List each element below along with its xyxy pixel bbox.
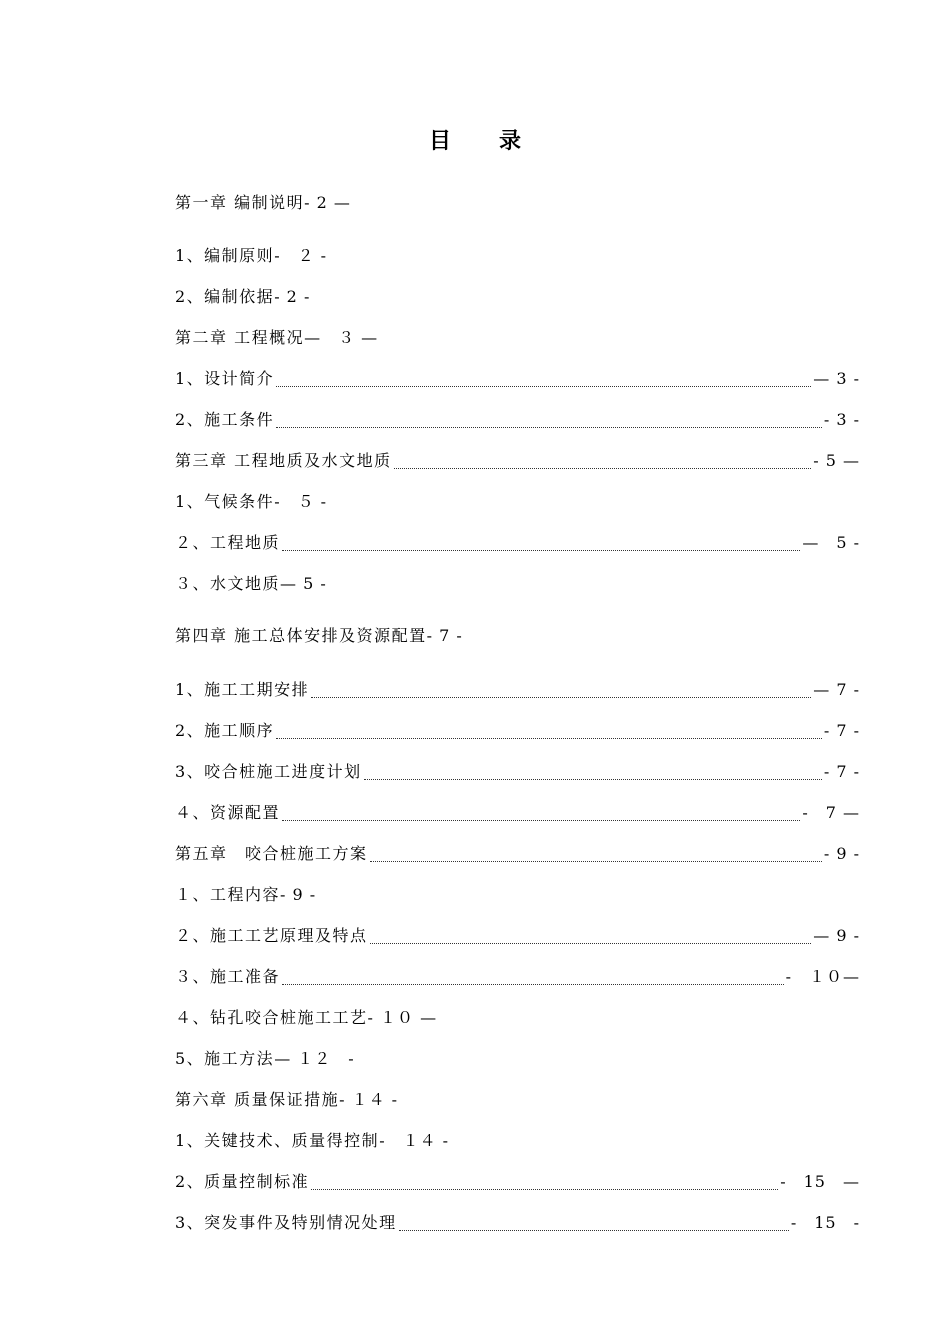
toc-entry-page: - 2 — [304, 193, 351, 212]
toc-entry-label: ３、施工准备 [175, 967, 281, 986]
toc-entry[interactable] [175, 759, 860, 785]
toc-entry-page: — 3 - [813, 369, 860, 388]
toc-entry-label: １、工程内容 [175, 885, 281, 904]
toc-entry-page: - 7 - [823, 721, 860, 740]
toc-entry-page: - 3 - [823, 410, 860, 429]
toc-entry[interactable] [175, 1128, 860, 1154]
toc-entry[interactable] [175, 448, 860, 474]
toc-entry-page: - 15 — [780, 1172, 860, 1191]
toc-entry-label: ４、资源配置 [175, 803, 281, 822]
toc-dot-leader [364, 761, 822, 780]
toc-dot-leader [311, 679, 811, 698]
toc-entry[interactable] [175, 366, 860, 392]
toc-entry-label: 2、施工顺序 [175, 721, 275, 740]
toc-dot-leader [282, 532, 800, 551]
title-char-left: 目 [428, 128, 451, 154]
toc-entry-page: - 7 - [823, 762, 860, 781]
toc-entry-label: 第三章 工程地质及水文地质 [175, 451, 392, 470]
toc-entry-page: - 7 - [426, 626, 463, 645]
toc-entry-page: - 5 — [813, 451, 860, 470]
toc-entry-page: — ３ — [304, 328, 379, 347]
toc-entry-label: 第四章 施工总体安排及资源配置 [175, 626, 427, 645]
toc-dot-leader [394, 450, 812, 469]
toc-entry-label: 1、设计简介 [175, 369, 275, 388]
toc-entry-label: 5、施工方法 [175, 1049, 275, 1068]
toc-entry[interactable] [175, 964, 860, 990]
toc-entry-page: - ５ - [274, 492, 328, 511]
toc-entry-label: 1、编制原则 [175, 246, 275, 265]
toc-entry[interactable] [175, 190, 860, 216]
toc-entry-label: 1、气候条件 [175, 492, 275, 511]
toc-dot-leader [311, 1171, 778, 1190]
toc-entry-page: - １０ — [367, 1008, 438, 1027]
toc-dot-leader [370, 925, 812, 944]
page-title [0, 124, 950, 155]
toc-dot-leader [282, 966, 784, 985]
toc-entry-page: - 9 - [823, 844, 860, 863]
toc-entry-label: 3、咬合桩施工进度计划 [175, 762, 362, 781]
toc-entry[interactable] [175, 325, 860, 351]
toc-dot-leader [282, 802, 800, 821]
toc-entry-page: - 15 - [790, 1213, 860, 1232]
toc-entry[interactable] [175, 800, 860, 826]
toc-entry-page: - 7 — [802, 803, 860, 822]
toc-entry-label: ４、钻孔咬合桩施工工艺 [175, 1008, 368, 1027]
toc-entry-label: ２、工程地质 [175, 533, 281, 552]
toc-entry-label: 1、施工工期安排 [175, 680, 310, 699]
toc-entry-label: 第五章 咬合桩施工方案 [175, 844, 368, 863]
toc-entry-label: 1、关键技术、质量得控制 [175, 1131, 380, 1150]
toc-dot-leader [276, 409, 822, 428]
toc-entry[interactable] [175, 1005, 860, 1031]
title-char-right: 录 [499, 128, 522, 154]
toc-entry[interactable] [175, 489, 860, 515]
toc-entry-label: 第二章 工程概况 [175, 328, 305, 347]
toc-entry-page: - １０— [785, 967, 860, 986]
toc-entry-page: — 9 - [813, 926, 860, 945]
toc-entry-page: — １２ - [274, 1049, 355, 1068]
toc-entry-page: - １４ - [379, 1131, 450, 1150]
toc-entry-label: ３、水文地质 [175, 574, 281, 593]
toc-dot-leader [399, 1212, 789, 1231]
toc-entry[interactable] [175, 1087, 860, 1113]
toc-entry[interactable] [175, 1169, 860, 1195]
toc-entry-label: 2、质量控制标准 [175, 1172, 310, 1191]
toc-entry[interactable] [175, 923, 860, 949]
toc-entry-page: — 5 - [280, 574, 327, 593]
toc-entry-page: - １４ - [339, 1090, 399, 1109]
toc-entry-page: - 9 - [280, 885, 317, 904]
toc-entry[interactable] [175, 841, 860, 867]
toc-entry[interactable] [175, 284, 860, 310]
toc-entry-page: - ２ - [274, 246, 328, 265]
toc-entry[interactable] [175, 623, 860, 649]
toc-entry[interactable] [175, 243, 860, 269]
toc-entry-page: — 5 - [802, 533, 860, 552]
toc-entry[interactable] [175, 1046, 860, 1072]
toc-entry[interactable] [175, 882, 860, 908]
toc-entry[interactable] [175, 1210, 860, 1236]
toc-entry-label: 第六章 质量保证措施 [175, 1090, 340, 1109]
toc-entry[interactable] [175, 677, 860, 703]
toc-dot-leader [276, 720, 822, 739]
toc-entry[interactable] [175, 571, 860, 597]
toc-entry[interactable] [175, 407, 860, 433]
toc-entry-label: ２、施工工艺原理及特点 [175, 926, 368, 945]
toc-dot-leader [276, 368, 811, 387]
toc-entry[interactable] [175, 530, 860, 556]
toc-entry-label: 3、突发事件及特别情况处理 [175, 1213, 397, 1232]
toc-entry-page: — 7 - [813, 680, 860, 699]
toc-entry-label: 2、施工条件 [175, 410, 275, 429]
toc-entry-label: 第一章 编制说明 [175, 193, 305, 212]
toc-entry-label: 2、编制依据 [175, 287, 275, 306]
toc-dot-leader [370, 843, 822, 862]
toc-entry[interactable] [175, 718, 860, 744]
toc-entry-page: - 2 - [274, 287, 311, 306]
